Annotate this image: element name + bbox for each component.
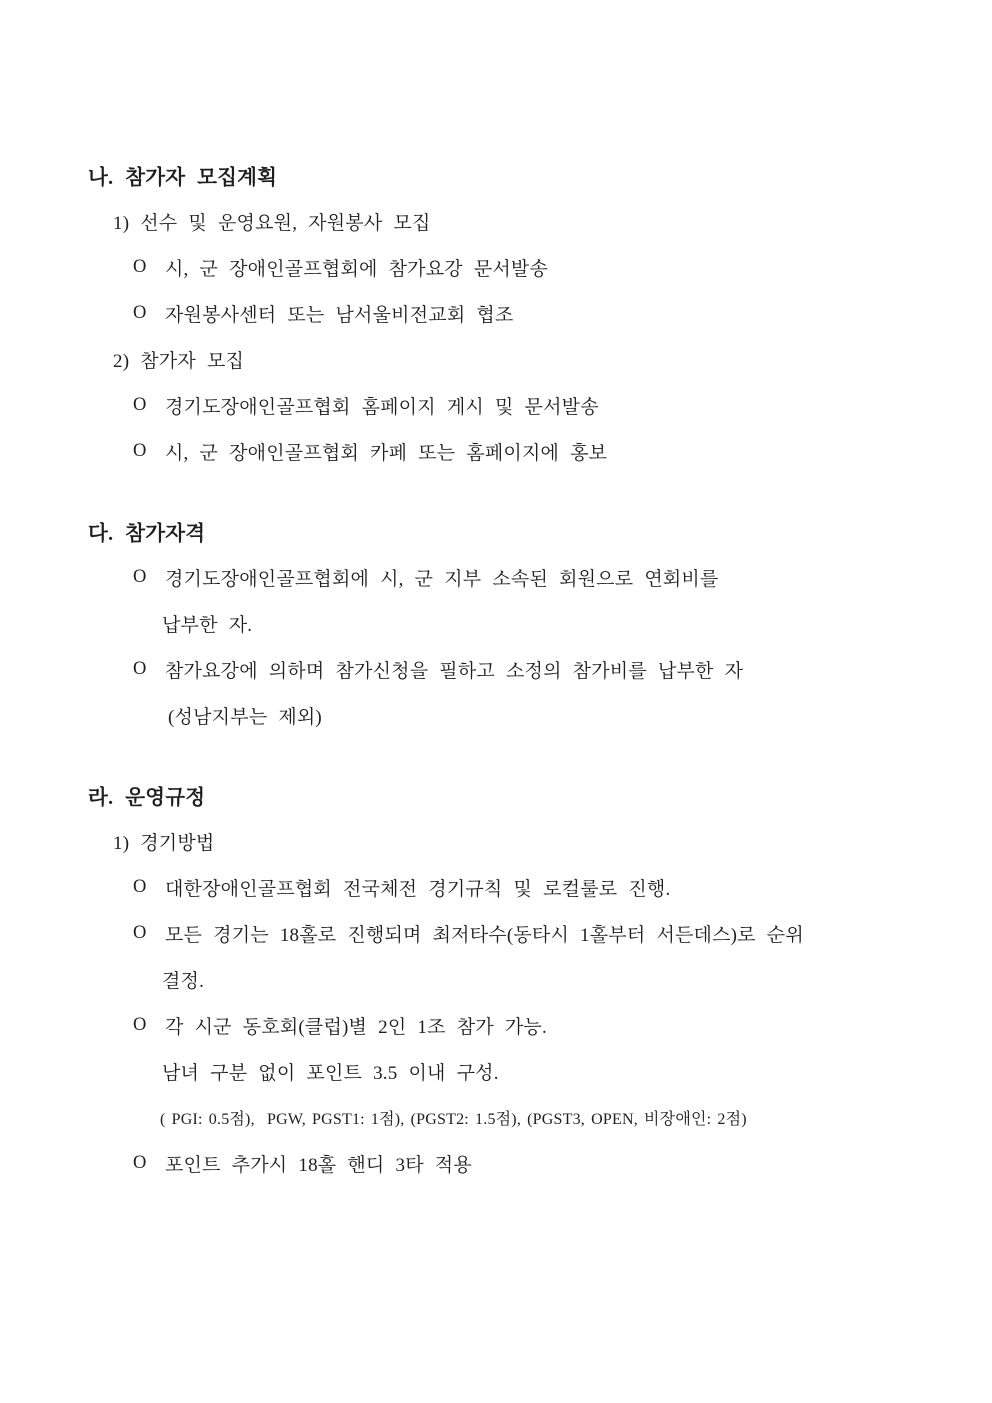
numbered-item: 2) 참가자 모집 <box>113 350 245 372</box>
circle-bullet-marker: O <box>133 876 147 897</box>
bullet-item-text: 각 시군 동호회(클럽)별 2인 1조 참가 가능. <box>165 1016 547 1038</box>
circle-bullet-marker: O <box>133 256 147 277</box>
section-operating-rules <box>0 772 992 1186</box>
circle-bullet-marker: O <box>133 922 147 943</box>
continuation-text: 남녀 구분 없이 포인트 3.5 이내 구성. <box>162 1062 499 1084</box>
bullet-item <box>133 554 992 600</box>
section-heading: 다. 참가자격 <box>88 523 206 545</box>
bullet-item-text: 시, 군 장애인골프협회에 참가요강 문서발송 <box>165 258 549 280</box>
bullet-item-text: 참가요강에 의하며 참가신청을 필하고 소정의 참가비를 납부한 자 <box>165 660 744 682</box>
bullet-item <box>133 382 992 428</box>
circle-bullet-marker: O <box>133 658 147 679</box>
bullet-item <box>133 290 992 336</box>
bullet-item <box>133 1002 992 1048</box>
section-heading: 라. 운영규정 <box>88 787 206 809</box>
bullet-item <box>133 864 992 910</box>
circle-bullet-marker: O <box>133 566 147 587</box>
bullet-item-text: 대한장애인골프협회 전국체전 경기규칙 및 로컬룰로 진행. <box>165 878 671 900</box>
bullet-item-text: 포인트 추가시 18홀 핸디 3타 적용 <box>165 1154 472 1176</box>
section-heading: 나. 참가자 모집계획 <box>88 167 278 189</box>
numbered-item: 1) 경기방법 <box>113 832 215 854</box>
circle-bullet-marker: O <box>133 1014 147 1035</box>
bullet-item-text: 경기도장애인골프협회에 시, 군 지부 소속된 회원으로 연회비를 <box>165 568 719 590</box>
section-recruit-plan <box>0 152 992 474</box>
bullet-item <box>133 910 992 956</box>
circle-bullet-marker: O <box>133 394 147 415</box>
bullet-item-text: 모든 경기는 18홀로 진행되며 최저타수(동타시 1홀부터 서든데스)로 순위 <box>165 924 804 946</box>
circle-bullet-marker: O <box>133 1152 147 1173</box>
bullet-item <box>133 428 992 474</box>
bullet-item-text: 시, 군 장애인골프협회 카페 또는 홈페이지에 홍보 <box>165 442 608 464</box>
continuation-text: 결정. <box>162 970 205 992</box>
circle-bullet-marker: O <box>133 302 147 323</box>
section-spacer <box>0 738 992 772</box>
bullet-item <box>133 646 992 692</box>
bullet-item-text: 경기도장애인골프협회 홈페이지 게시 및 문서발송 <box>165 396 599 418</box>
continuation-text: 납부한 자. <box>162 614 253 636</box>
circle-bullet-marker: O <box>133 440 147 461</box>
section-eligibility <box>0 508 992 738</box>
bullet-item <box>133 1140 992 1186</box>
bullet-item-text: 자원봉사센터 또는 남서울비전교회 협조 <box>165 304 514 326</box>
bullet-item <box>133 244 992 290</box>
numbered-item: 1) 선수 및 운영요원, 자원봉사 모집 <box>113 212 431 234</box>
section-spacer <box>0 474 992 508</box>
points-footnote: ( PGI: 0.5점), PGW, PGST1: 1점), (PGST2: 1.5점), (PGST3, OPEN, 비장애인: 2점) <box>160 1110 747 1128</box>
parenthetical-note: (성남지부는 제외) <box>168 706 322 728</box>
